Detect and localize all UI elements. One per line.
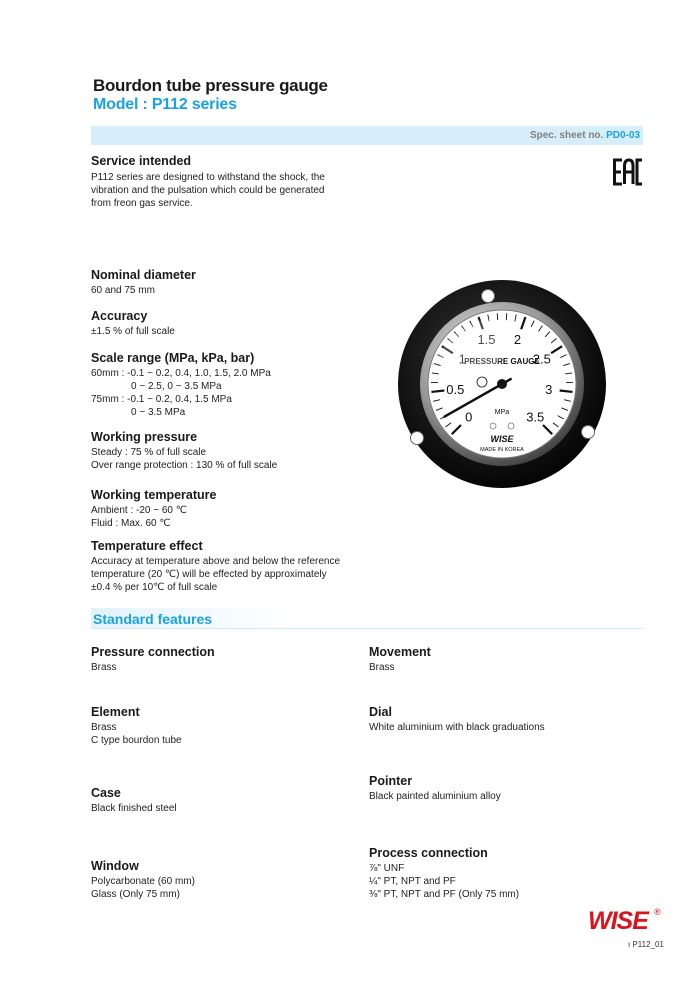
service-text [91, 171, 371, 210]
pointer-hub [497, 379, 507, 389]
standard-features-divider [91, 628, 643, 629]
spec-code: PD0-03 [606, 130, 640, 141]
scale-label: 3 [545, 381, 553, 397]
major-tick [560, 390, 573, 391]
accuracy-section [91, 309, 371, 338]
process-connection-line: ¼" PT, NPT and PF [369, 876, 456, 887]
temperature-effect-line: temperature (20 ℃) will be effected by approximately [91, 569, 327, 580]
spec-label: Spec. sheet no. [529, 130, 607, 141]
service-heading: Service intended [91, 154, 192, 168]
page-number: ı P112_01 [628, 940, 664, 949]
pointer-line: Black painted aluminium alloy [369, 791, 501, 802]
scale-label: 1 [458, 351, 466, 367]
wise-logo-text: WISE [588, 907, 648, 935]
process-connection-line: ⅜" PT, NPT and PF (Only 75 mm) [369, 889, 520, 900]
dial-unit: MPa [494, 409, 510, 416]
process-connection-section [369, 846, 649, 901]
working-pressure-section [91, 430, 371, 472]
pressure-connection-line: Brass [91, 662, 117, 673]
dial-section [369, 705, 649, 734]
accuracy-heading: Accuracy [91, 309, 148, 323]
element-line: Brass [91, 722, 117, 733]
scale-text [91, 367, 371, 419]
mounting-hole-icon [411, 432, 424, 445]
major-tick [431, 390, 444, 391]
temperature-effect-section [91, 539, 391, 594]
wise-logo [586, 903, 666, 937]
case-heading: Case [91, 786, 121, 800]
working-temperature-heading: Working temperature [91, 488, 217, 502]
working-pressure-heading: Working pressure [91, 430, 198, 444]
dial-text: PRESSURE GAUGE [464, 357, 540, 366]
working-pressure-text [91, 446, 371, 472]
model-title: Model : P112 series [93, 96, 237, 113]
document-title: Bourdon tube pressure gauge [93, 76, 328, 95]
temperature-effect-line: ±0.4 % per 10℃ of full scale [91, 582, 218, 593]
dial-heading: Dial [369, 705, 392, 719]
scale-line: 75mm : -0.1 ~ 0.2, 0.4, 1.5 MPa [91, 394, 232, 405]
movement-line: Brass [369, 662, 395, 673]
service-line: P112 series are designed to withstand the shock, the [91, 172, 325, 183]
scale-label: 3.5 [526, 409, 545, 425]
element-heading: Element [91, 705, 140, 719]
registered-mark: ® [654, 907, 661, 917]
scale-line: 0 ~ 3.5 MPa [131, 407, 186, 418]
process-connection-heading: Process connection [369, 846, 488, 860]
case-line: Black finished steel [91, 803, 177, 814]
spec-sheet-number [530, 130, 640, 141]
scale-line: 60mm : -0.1 ~ 0.2, 0.4, 1.0, 1.5, 2.0 MPa [91, 368, 271, 379]
working-temperature-text [91, 504, 371, 530]
window-text [91, 875, 371, 901]
element-section [91, 705, 371, 747]
working-temperature-line: Fluid : Max. 60 ℃ [91, 518, 171, 529]
pressure-connection-section [91, 645, 371, 674]
pressure-gauge-image [396, 278, 608, 490]
working-temperature-line: Ambient : -20 ~ 60 ℃ [91, 505, 188, 516]
scale-label: 2 [513, 332, 522, 348]
working-temperature-section [91, 488, 371, 530]
mounting-hole-icon [482, 290, 495, 303]
pointer-heading: Pointer [369, 774, 413, 788]
working-pressure-line: Over range protection : 130 % of full scale [91, 460, 278, 471]
nominal-diameter-section [91, 268, 371, 297]
temperature-effect-line: Accuracy at temperature above and below the reference [91, 556, 341, 567]
working-pressure-line: Steady : 75 % of full scale [91, 447, 207, 458]
movement-section [369, 645, 649, 674]
scale-label: 0 [465, 409, 473, 425]
dial-made-in: MADE IN KOREA [480, 447, 524, 453]
window-line: Glass (Only 75 mm) [91, 889, 180, 900]
temperature-effect-text [91, 555, 391, 594]
process-connection-line: ⅞" UNF [369, 863, 405, 874]
standard-features-heading: Standard features [93, 611, 213, 627]
window-line: Polycarbonate (60 mm) [91, 876, 195, 887]
pressure-connection-heading: Pressure connection [91, 645, 215, 659]
element-text [91, 721, 371, 747]
scale-label: 2.5 [532, 351, 551, 367]
service-line: from freon gas service. [91, 198, 193, 209]
window-heading: Window [91, 859, 139, 873]
nominal-text: 60 and 75 mm [91, 285, 155, 296]
accuracy-text: ±1.5 % of full scale [91, 326, 175, 337]
scale-label: 1.5 [477, 332, 496, 348]
scale-heading: Scale range (MPa, kPa, bar) [91, 351, 255, 365]
element-line: C type bourdon tube [91, 735, 182, 746]
case-section [91, 786, 371, 815]
service-intended-section [91, 154, 371, 210]
scale-range-section [91, 351, 371, 419]
movement-heading: Movement [369, 645, 431, 659]
service-line: vibration and the pulsation which could be generated [91, 185, 325, 196]
page-code: P112_01 [632, 940, 664, 949]
dial-line: White aluminium with black graduations [369, 722, 545, 733]
window-section [91, 859, 371, 901]
temperature-effect-heading: Temperature effect [91, 539, 203, 553]
process-connection-text [369, 862, 649, 901]
eac-certification-icon [613, 158, 643, 186]
dial-brand: WISE [490, 434, 514, 444]
scale-line: 0 ~ 2.5, 0 ~ 3.5 MPa [131, 381, 222, 392]
mounting-hole-icon [582, 426, 595, 439]
scale-label: 0.5 [446, 381, 465, 397]
nominal-heading: Nominal diameter [91, 268, 196, 282]
pointer-section [369, 774, 649, 803]
